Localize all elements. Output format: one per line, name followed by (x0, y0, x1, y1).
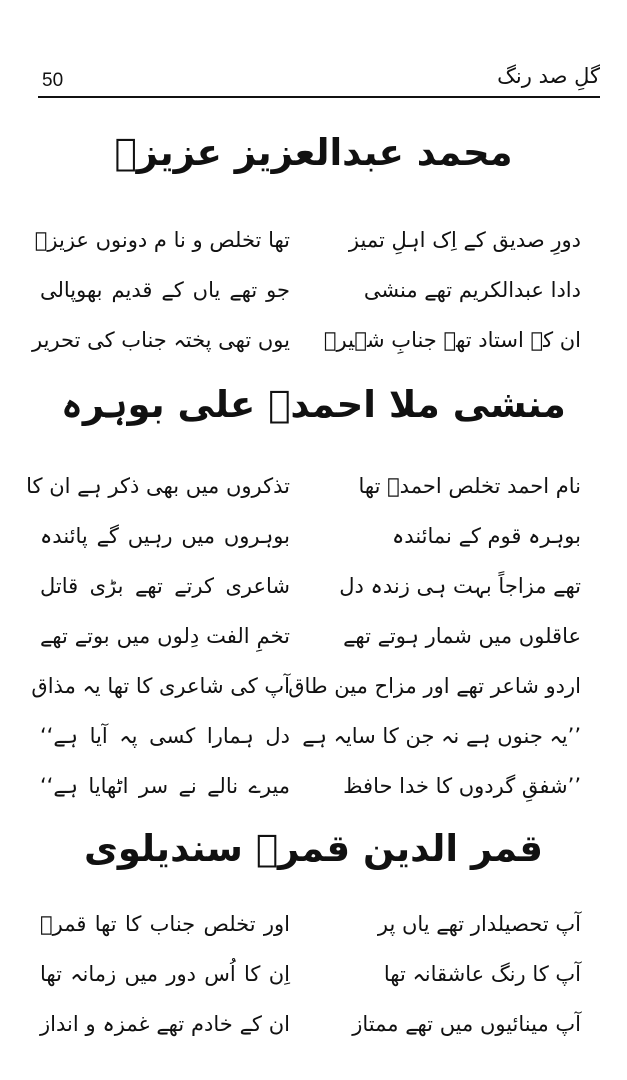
first-hemistich: عاقلوں میں شمار ہوتے تھے (343, 624, 581, 648)
first-hemistich: آپ کا رنگ عاشقانہ تھا (383, 962, 581, 986)
section-heading-2: منشی ملا احمدؔ علی بوہرہ (61, 383, 566, 426)
second-hemistich: آپ کی شاعری کا تھا یہ مذاق (31, 674, 290, 698)
first-hemistich: بوہرہ قوم کے نمائندہ (392, 524, 581, 548)
second-hemistich: شاعری کرتے تھے بڑی قاتل (40, 574, 290, 598)
first-hemistich: اردو شاعر تھے اور مزاح مین طاق (288, 674, 581, 698)
second-hemistich: تھا تخلص و نا م دونوں عزیزؔ (34, 228, 290, 252)
page-header (38, 60, 600, 98)
second-hemistich: دل ہمارا کسی پہ آیا ہے‘‘ (40, 724, 290, 748)
second-hemistich: تذکروں میں بھی ذکر ہے ان کا (26, 474, 290, 498)
couplet (0, 900, 627, 948)
couplet (0, 762, 627, 810)
second-hemistich: ان کے خادم تھے غمزہ و انداز (40, 1012, 290, 1036)
section-heading-1: محمد عبدالعزیز عزیزؔ (114, 131, 513, 174)
first-hemistich: دورِ صدیق کے اِک اہلِ تمیز (348, 228, 581, 252)
couplet (0, 266, 627, 314)
couplet (0, 316, 627, 364)
second-hemistich: اِن کا اُس دور میں زمانہ تھا (40, 962, 290, 986)
second-hemistich: بوہروں میں رہیں گے پائندہ (40, 524, 290, 548)
first-hemistich: ان کے استاد تھے جنابِ شہیرؔ (323, 328, 581, 352)
couplet (0, 662, 627, 710)
first-hemistich: ’’یہ جنوں ہے نہ جن کا سایہ ہے (302, 724, 581, 748)
couplet (0, 712, 627, 760)
first-hemistich: ’’شفقِ گردوں کا خدا حافظ (343, 774, 581, 798)
second-hemistich: یوں تھی پختہ جناب کی تحریر (32, 328, 290, 352)
first-hemistich: نام احمد تخلص احمدؔ تھا (358, 474, 581, 498)
header-rule (38, 96, 600, 98)
first-hemistich: دادا عبدالکریم تھے منشی (363, 278, 581, 302)
second-hemistich: اور تخلص جناب کا تھا قمرؔ (40, 912, 290, 936)
running-title: گلِ صد رنگ (497, 64, 600, 88)
couplet (0, 1000, 627, 1048)
couplet (0, 612, 627, 660)
second-hemistich: جو تھے یاں کے قدیم بھوپالی (40, 278, 290, 302)
couplet (0, 950, 627, 998)
first-hemistich: آپ تحصیلدار تھے یاں پر (377, 912, 581, 936)
couplet (0, 462, 627, 510)
second-hemistich: میرے نالے نے سر اٹھایا ہے‘‘ (40, 774, 290, 798)
page-number: 50 (42, 70, 64, 91)
couplet (0, 512, 627, 560)
second-hemistich: تخمِ الفت دِلوں میں بوتے تھے (40, 624, 290, 648)
couplet (0, 216, 627, 264)
section-heading-3: قمر الدین قمرؔ سندیلوی (83, 827, 544, 870)
first-hemistich: تھے مزاجاً بہت ہی زندہ دل (339, 574, 581, 598)
couplet (0, 562, 627, 610)
first-hemistich: آپ مینائیوں میں تھے ممتاز (352, 1012, 581, 1036)
